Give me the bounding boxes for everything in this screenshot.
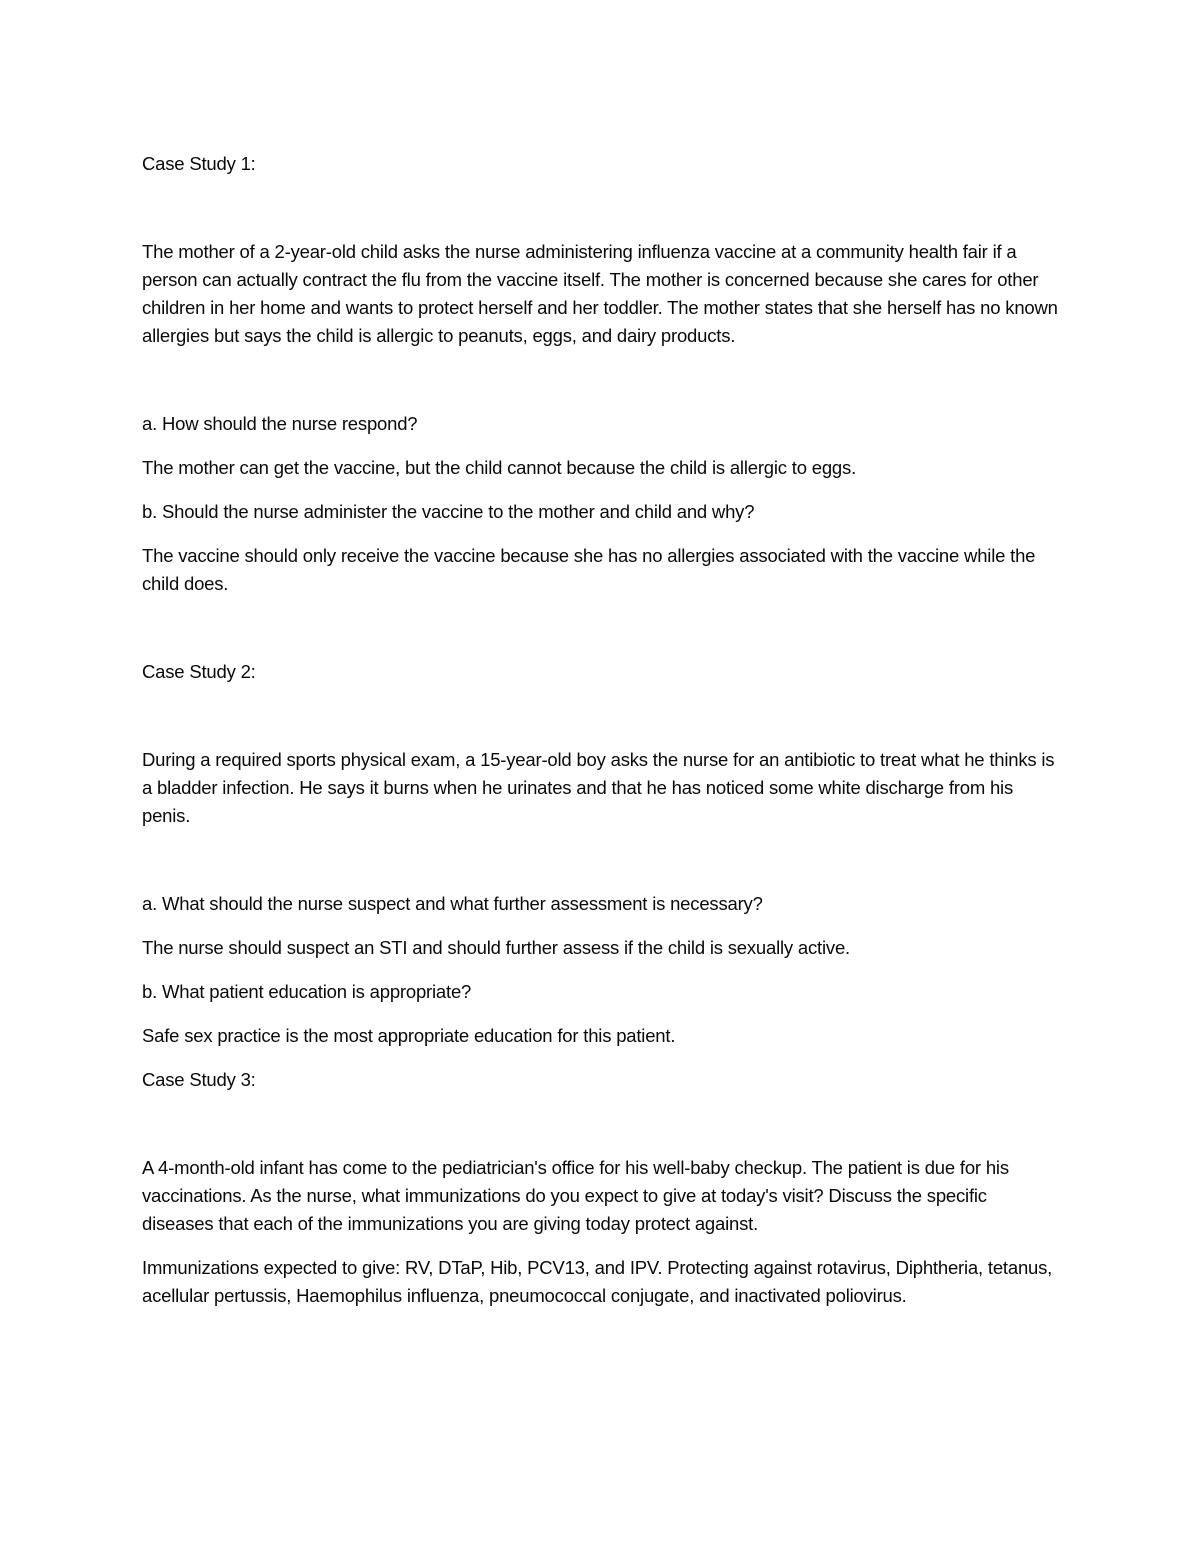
case-study-2-question-a: a. What should the nurse suspect and what further assessment is necessary? <box>142 893 763 914</box>
case-study-2-question-b: b. What patient education is appropriate? <box>142 981 472 1002</box>
case-study-1-answer-b: The vaccine should only receive the vaccine because she has no allergies associated with the vaccine while the child does. <box>142 545 1036 594</box>
case-study-1-question-a: a. How should the nurse respond? <box>142 413 418 434</box>
blank-line <box>142 194 1058 222</box>
case-study-1-scenario: The mother of a 2-year-old child asks the nurse administering influenza vaccine at a community health fair if a person can actually contract the flu from the vaccine itself. The mother is concerned because she cares for other children in her home and wants to protect herself and her toddler. The mother states that she herself has no known allergies but says the child is allergic to peanuts, eggs, and dairy products. <box>142 241 1058 346</box>
case-study-2-heading: Case Study 2: <box>142 661 256 682</box>
case-study-1-answer-a: The mother can get the vaccine, but the child cannot because the child is allergic to eggs. <box>142 457 857 478</box>
blank-line <box>142 1110 1058 1138</box>
case-study-2-answer-b: Safe sex practice is the most appropriate education for this patient. <box>142 1025 676 1046</box>
blank-line <box>142 702 1058 730</box>
case-study-3-heading: Case Study 3: <box>142 1069 256 1090</box>
blank-line <box>142 846 1058 874</box>
case-study-3-answer: Immunizations expected to give: RV, DTaP, Hib, PCV13, and IPV. Protecting against rotavirus, Diphtheria, tetanus, acellular pertussis, Haemophilus influenza, pneumococcal conjugate, and inactivated poliovirus. <box>142 1257 1053 1306</box>
case-study-2-scenario: During a required sports physical exam, a 15-year-old boy asks the nurse for an antibiotic to treat what he thinks is a bladder infection. He says it burns when he urinates and that he has noticed some white discharge from his penis. <box>142 749 1055 826</box>
case-study-1-question-b: b. Should the nurse administer the vaccine to the mother and child and why? <box>142 501 755 522</box>
blank-line <box>142 366 1058 394</box>
case-study-3-scenario: A 4-month-old infant has come to the pediatrician's office for his well-baby checkup. The patient is due for his vaccinations. As the nurse, what immunizations do you expect to give at today's visit? Discuss the specific diseases that each of the immunizations you are giving today protect against. <box>142 1157 1009 1234</box>
blank-line <box>142 614 1058 642</box>
case-study-1-heading: Case Study 1: <box>142 153 256 174</box>
case-study-2-answer-a: The nurse should suspect an STI and should further assess if the child is sexually active. <box>142 937 850 958</box>
